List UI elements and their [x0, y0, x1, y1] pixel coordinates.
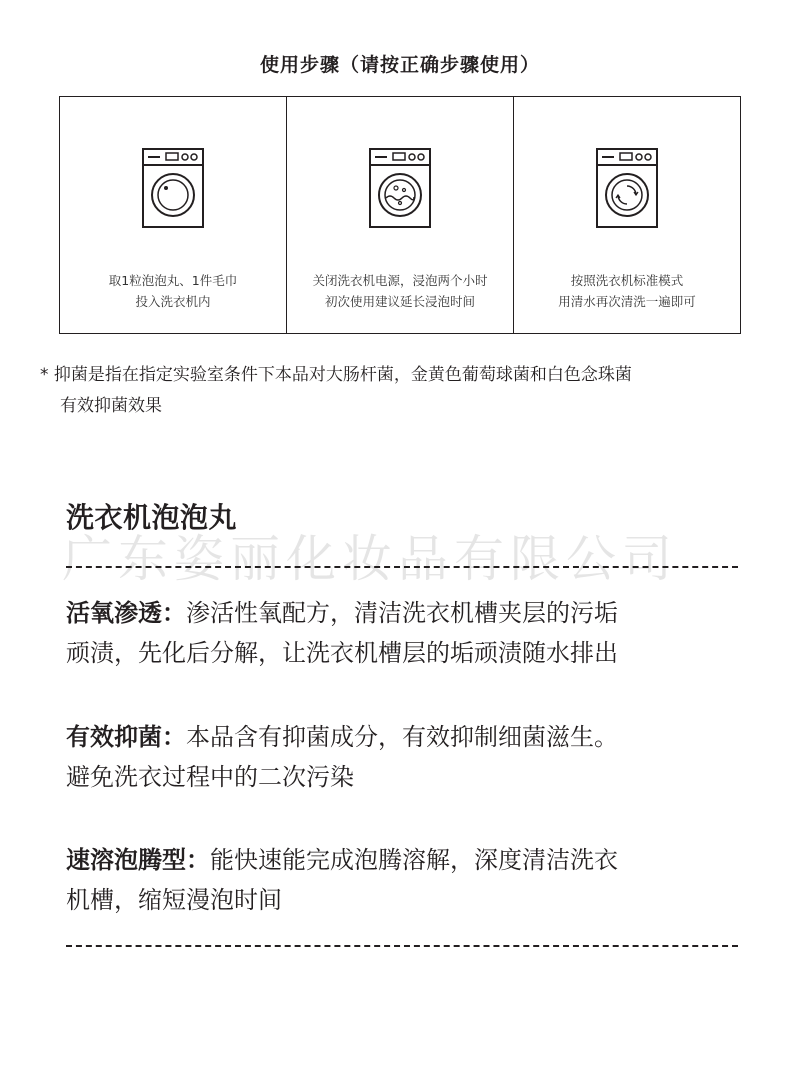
usage-steps-title: 使用步骤（请按正确步骤使用）: [259, 54, 540, 76]
feature-effervescent-label: 速溶泡腾型：: [66, 846, 210, 874]
note-line-1: * 抑菌是指在指定实验室条件下本品对大肠杆菌，金黄色葡萄球菌和白色念珠菌: [40, 365, 632, 385]
feature-antibacterial-label: 有效抑菌：: [66, 723, 186, 751]
feature-antibacterial-text1: 本品含有抑菌成分，有效抑制细菌滋生。: [186, 723, 618, 751]
feature-oxygen-text1: 渗活性氧配方，清洁洗衣机槽夹层的污垢: [186, 599, 618, 627]
step-3-line2: 用清水再次清洗一遍即可: [558, 294, 696, 309]
company-watermark: 广东姿丽化妆品有限公司: [62, 530, 678, 588]
feature-effervescent-text2: 机槽，缩短漫泡时间: [66, 886, 282, 914]
step-3-text: [514, 270, 740, 312]
antibacterial-note: [40, 360, 760, 422]
feature-oxygen-text2: 顽渍，先化后分解，让洗衣机槽层的垢顽渍随水排出: [66, 639, 618, 667]
feature-oxygen: [66, 593, 746, 673]
step-1-line2: 投入洗衣机内: [135, 294, 211, 309]
step-2-text: [287, 270, 513, 312]
washing-machine-empty-icon: [142, 148, 204, 228]
feature-effervescent: [66, 840, 746, 920]
feature-effervescent-line1: [66, 840, 746, 880]
step-3: [514, 97, 740, 333]
feature-oxygen-line1: [66, 593, 746, 633]
product-name: 洗衣机泡泡丸: [66, 501, 238, 534]
step-1-text: [60, 270, 286, 312]
step-1: [60, 97, 287, 333]
feature-oxygen-label: 活氧渗透：: [66, 599, 186, 627]
step-2-line1: 关闭洗衣机电源，浸泡两个小时: [312, 273, 488, 288]
feature-antibacterial: [66, 717, 746, 797]
washing-machine-water-icon: [369, 148, 431, 228]
usage-steps-table: [59, 96, 741, 334]
washing-machine-spin-icon: [596, 148, 658, 228]
step-1-line1: 取1粒泡泡丸、1件毛巾: [108, 273, 238, 288]
step-3-line1: 按照洗衣机标准模式: [570, 273, 684, 288]
feature-effervescent-text1: 能快速能完成泡腾溶解，深度清洁洗衣: [210, 846, 618, 874]
feature-antibacterial-line1: [66, 717, 746, 757]
step-2-line2: 初次使用建议延长浸泡时间: [324, 294, 475, 309]
note-line-2: 有效抑菌效果: [60, 396, 162, 416]
step-2: [287, 97, 514, 333]
dashed-divider-top: [66, 566, 738, 568]
feature-antibacterial-text2: 避免洗衣过程中的二次污染: [66, 763, 354, 791]
dashed-divider-bottom: [66, 945, 738, 947]
